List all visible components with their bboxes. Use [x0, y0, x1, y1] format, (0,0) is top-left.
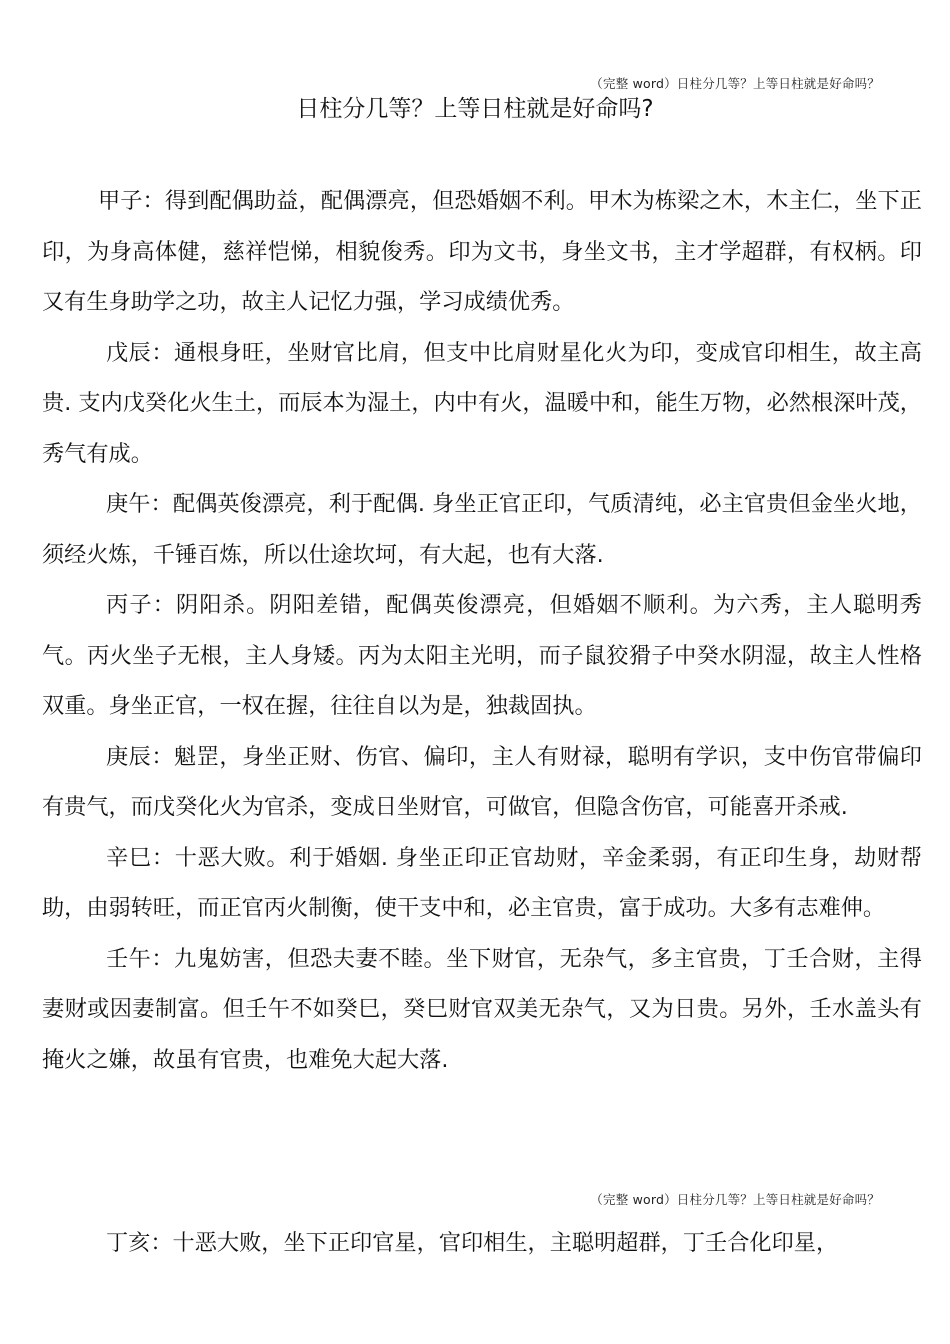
paragraph-renwu: 壬午：九鬼妨害，但恐夫妻不睦。坐下财官，无杂气，多主官贵，丁壬合财，主得妻财或因妻制富。但壬午不如癸巳，癸巳财官双美无杂气，又为日贵。另外，壬水盖头有掩火之嫌，故虽有官贵，也难免大起大落. [42, 945, 922, 1073]
running-header-page-2: （完整 word）日柱分几等？上等日柱就是好命吗？ [590, 1192, 880, 1207]
paragraph-jiazi: 甲子：得到配偶助益，配偶漂亮，但恐婚姻不利。甲木为栋梁之木，木主仁，坐下正印，为身高体健，慈祥恺悌，相貌俊秀。印为文书，身坐文书，主才学超群，有权柄。印又有生身助学之功，故主人记忆力强，学习成绩优秀。 [42, 188, 922, 315]
document-body-continued [42, 1218, 922, 1269]
paragraph-bingzi: 丙子：阴阳杀。阴阳差错，配偶英俊漂亮，但婚姻不顺利。为六秀，主人聪明秀气。丙火坐子无根，主人身矮。丙为太阳主光明，而子鼠狡猾子中癸水阴湿，故主人性格双重。身坐正官，一权在握，往往自以为是，独裁固执。 [42, 592, 922, 719]
paragraph-xinsi: 辛巳：十恶大败。利于婚姻. 身坐正印正官劫财，辛金柔弱，有正印生身，劫财帮助，由弱转旺，而正官丙火制衡，使干支中和，必主官贵，富于成功。大多有志难伸。 [42, 844, 922, 921]
document-title: 日柱分几等？上等日柱就是好命吗? [296, 96, 654, 122]
paragraph-dinghai: 丁亥：十恶大败，坐下正印官星，官印相生，主聪明超群，丁壬合化印星， [106, 1230, 839, 1256]
paragraph-gengchen: 庚辰：魁罡，身坐正财、伤官、偏印，主人有财禄，聪明有学识，支中伤官带偏印有贵气，而戊癸化火为官杀，变成日坐财官，可做官，但隐含伤官，可能喜开杀戒. [42, 743, 922, 820]
running-header: （完整 word）日柱分几等？上等日柱就是好命吗？ [590, 76, 880, 91]
paragraph-wuchen: 戊辰：通根身旺，坐财官比肩，但支中比肩财星化火为印，变成官印相生，故主高贵. 支内戊癸化火生土，而辰本为湿土，内中有火，温暖中和，能生万物，必然根深叶茂，秀气有成。 [42, 339, 922, 467]
paragraph-gengwu: 庚午：配偶英俊漂亮，利于配偶. 身坐正官正印，气质清纯，必主官贵但金坐火地，须经火炼，千锤百炼，所以仕途坎坷，有大起，也有大落. [42, 491, 922, 568]
document-body [42, 176, 922, 1085]
